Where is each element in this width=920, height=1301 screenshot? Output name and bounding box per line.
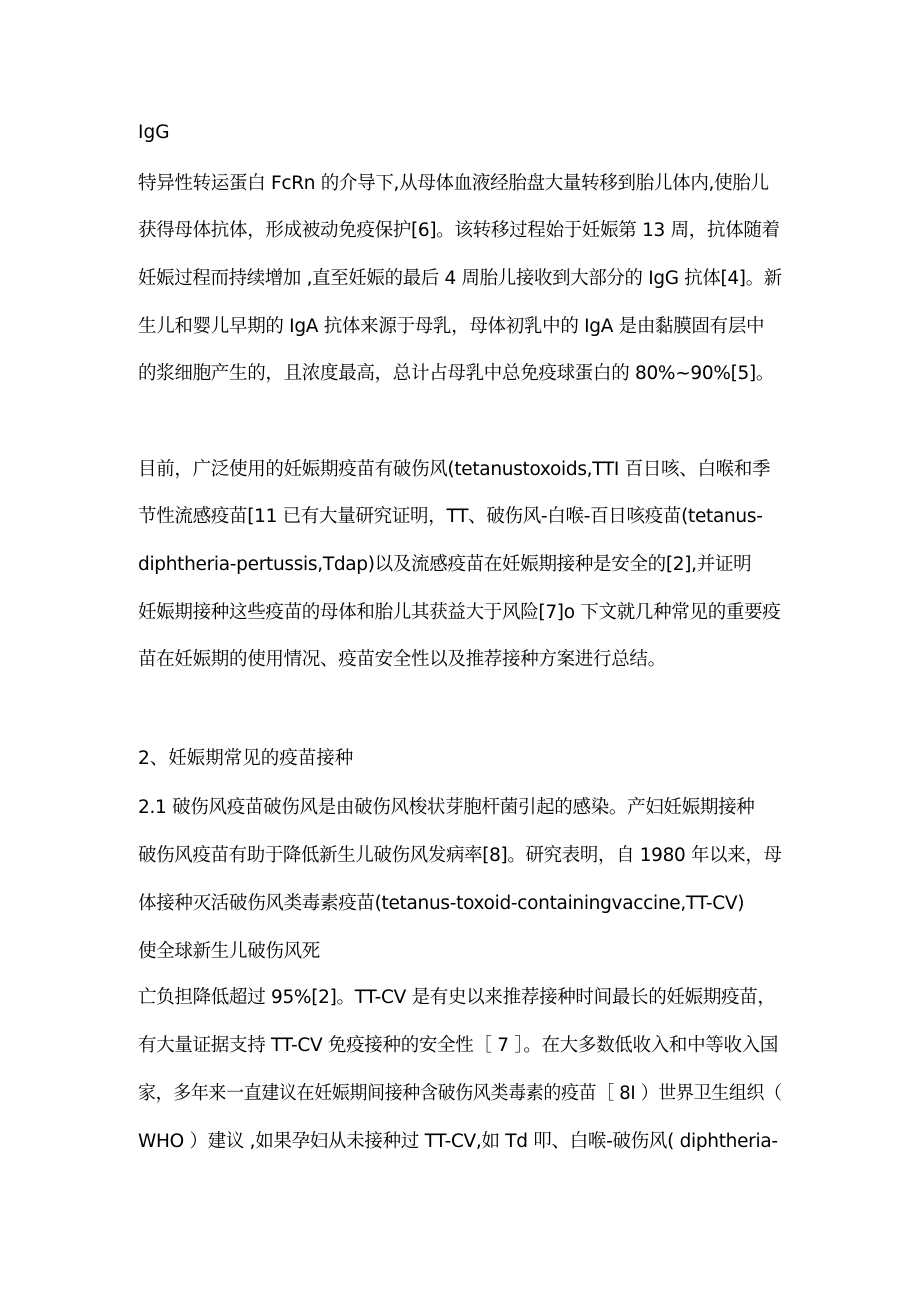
text-line: 妊娠过程而持续增加 ,直至妊娠的最后 4 周胎儿接收到大部分的 IgG 抗体[4]。新 — [138, 268, 782, 289]
text-line: 的浆细胞产生的，且浓度最高，总计占母乳中总免疫球蛋白的 80%~90%[5]。 — [138, 363, 775, 384]
section-heading: 2、妊娠期常见的疫苗接种 — [138, 748, 354, 769]
text-line: 妊娠期接种这些疫苗的母体和胎儿其获益大于风险[7]o 下文就几种常见的重要疫 — [138, 602, 781, 623]
text-line: 2.1 破伤风疫苗破伤风是由破伤风梭状芽胞杆菌引起的感染。产妇妊娠期接种 — [138, 797, 755, 818]
text-line: 苗在妊娠期的使用情况、疫苗安全性以及推荐接种方案进行总结。 — [138, 649, 666, 670]
paragraph-heading-igg: IgG — [138, 122, 170, 143]
text-line: 生儿和婴儿早期的 IgA 抗体来源于母乳，母体初乳中的 IgA 是由黏膜固有层中 — [138, 316, 765, 337]
text-line: 亡负担降低超过 95%[2]。TT-CV 是有史以来推荐接种时间最长的妊娠期疫苗， — [138, 987, 776, 1008]
text-line: 有大量证据支持 TT-CV 免疫接种的安全性［ 7 ］。在大多数低收入和中等收入国 — [138, 1035, 779, 1056]
text-line: 节性流感疫苗[11 已有大量研究证明，TT、破伤风-白喉-百日咳疫苗(tetanus- — [138, 506, 763, 527]
text-line: 破伤风疫苗有助于降低新生儿破伤风发病率[8]。研究表明，自 1980 年以来，母 — [138, 845, 782, 866]
text-line: 获得母体抗体，形成被动免疫保护[6]。该转移过程始于妊娠第 13 周，抗体随着 — [138, 220, 780, 241]
text-line: 使全球新生儿破伤风死 — [138, 941, 321, 962]
text-line: 家，多年来一直建议在妊娠期间接种含破伤风类毒素的疫苗［ 8I ）世界卫生组织（ — [138, 1083, 782, 1104]
text-line: diphtheria-pertussis,Tdap)以及流感疫苗在妊娠期接种是安全的[2],并证明 — [138, 554, 752, 575]
text-line: 特异性转运蛋白 FcRn 的介导下,从母体血液经胎盘大量转移到胎儿体内,使胎儿 — [138, 173, 769, 194]
text-line: WHO ）建议 ,如果孕妇从未接种过 TT-CV,如 Td 叩、白喉-破伤风( diphtheria- — [138, 1131, 778, 1152]
text-line: 体接种灭活破伤风类毒素疫苗(tetanus-toxoid-containingvaccine,TT-CV) — [138, 893, 745, 914]
text-line: 目前，广泛使用的妊娠期疫苗有破伤风(tetanustoxoids,TTI 百日咳、白喉和季 — [138, 459, 771, 480]
